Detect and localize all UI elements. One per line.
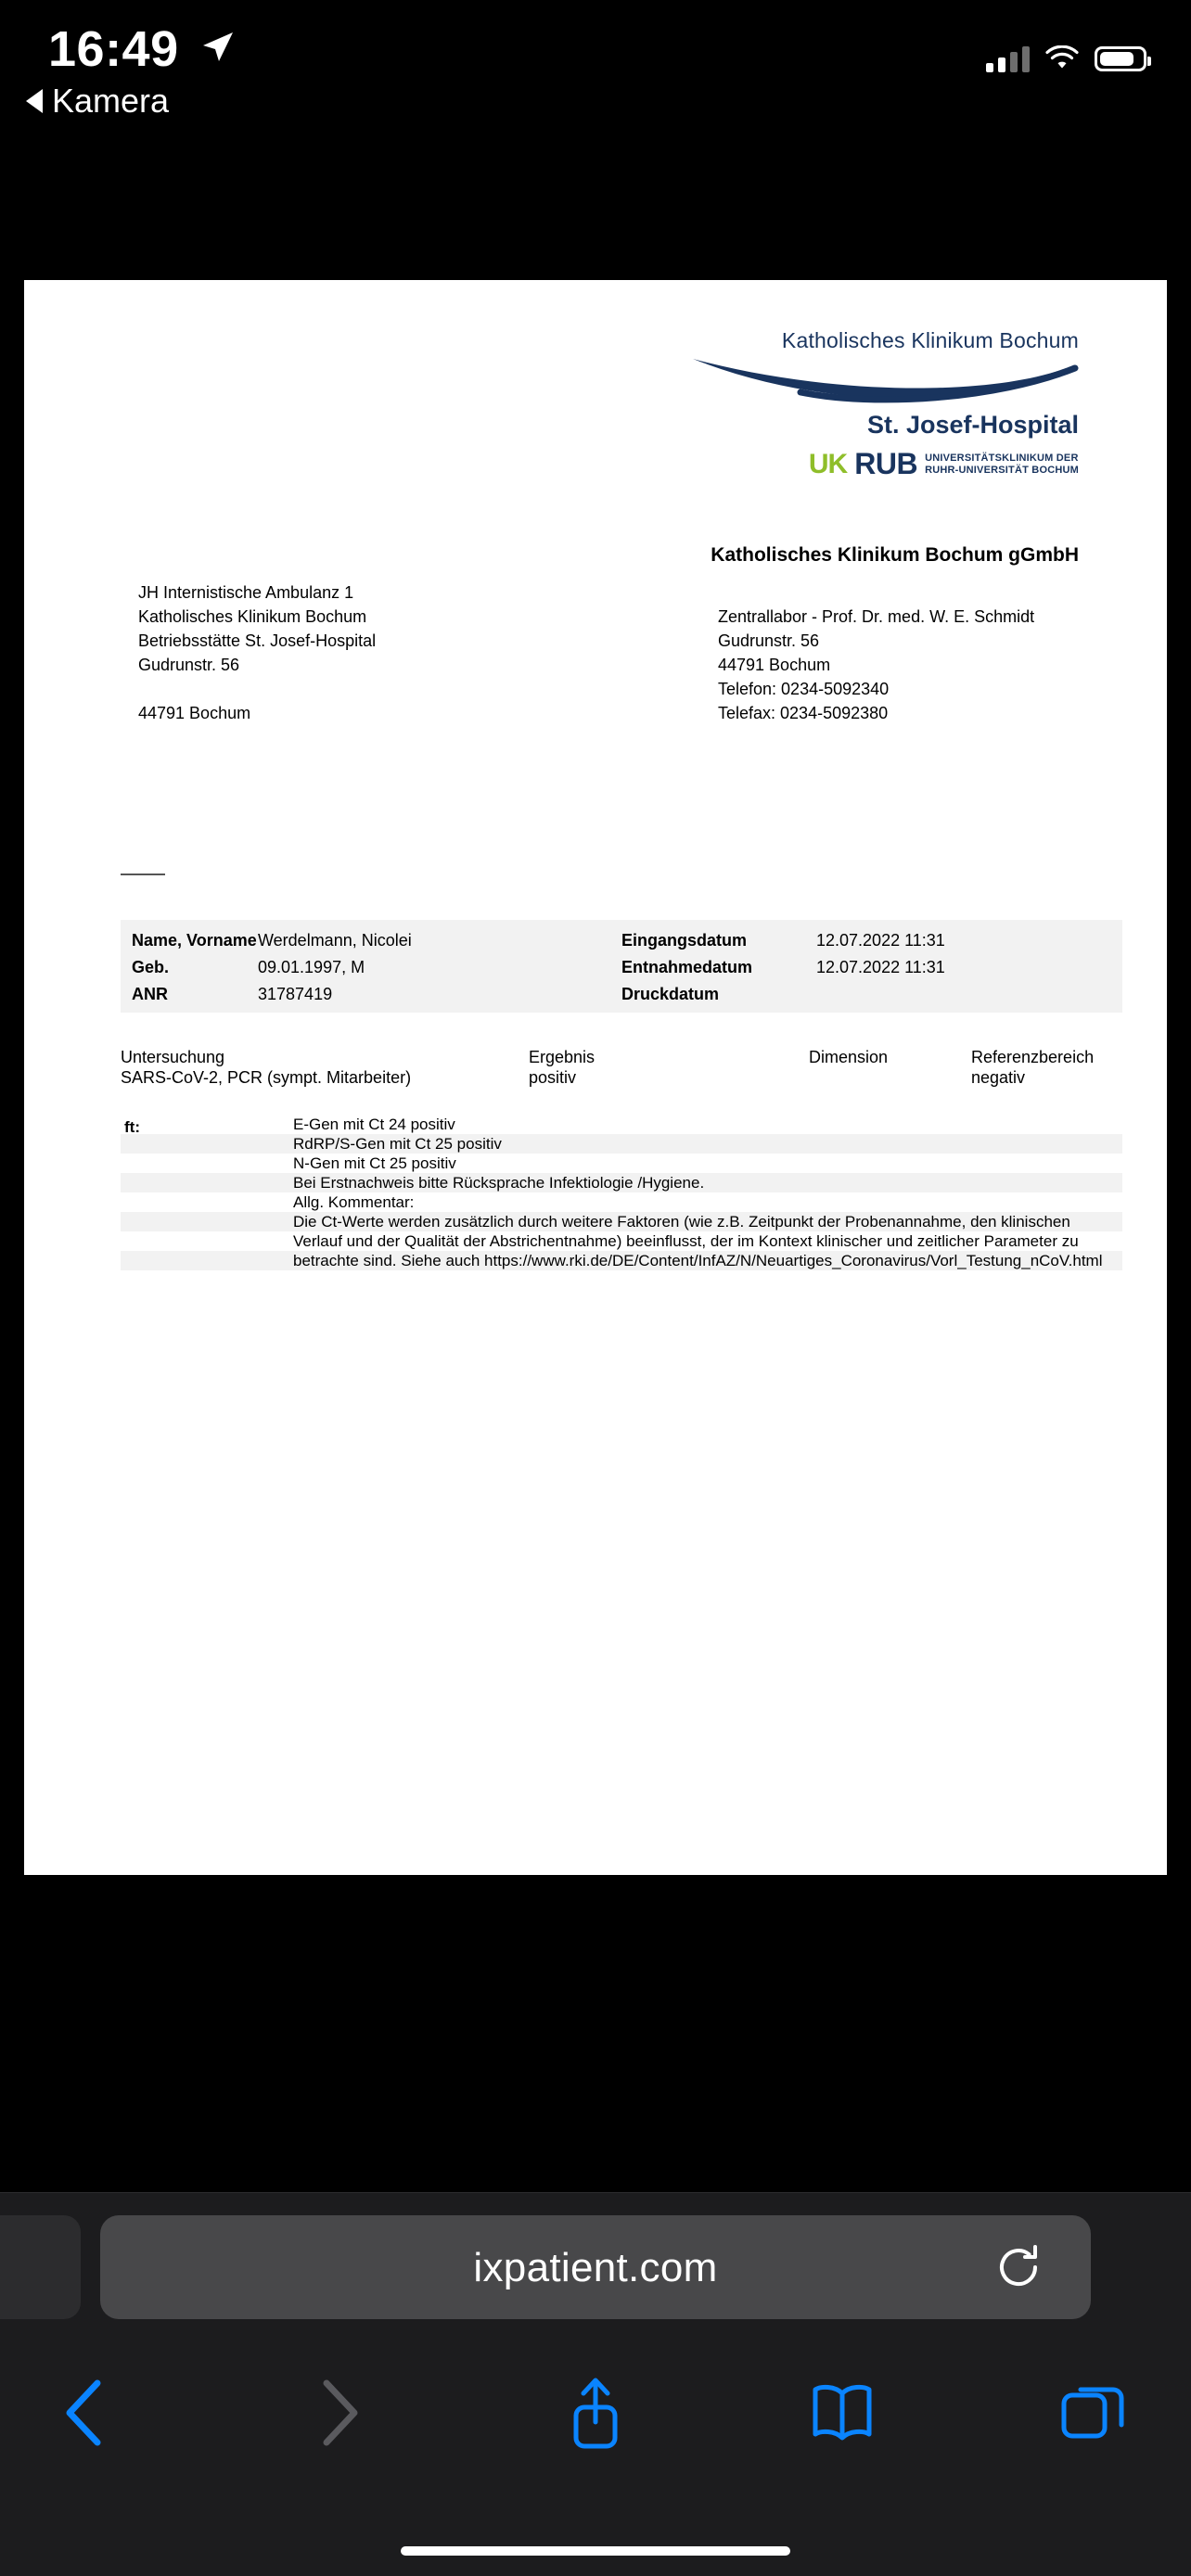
comment-line: Verlauf und der Qualität der Abstrichentnahme) beeinflusst, der im Kontext klinischer und zeitlicher Parameter zu <box>293 1232 1079 1250</box>
status-time: 16:49 <box>48 21 179 77</box>
battery-icon <box>1095 46 1146 71</box>
result-reference: negativ <box>971 1068 1026 1087</box>
patient-info-row <box>121 985 1122 1012</box>
location-arrow-icon <box>199 30 235 65</box>
adjacent-tab[interactable] <box>0 2215 81 2319</box>
birthdate-value: 09.01.1997, M <box>258 958 365 976</box>
url-text: ixpatient.com <box>473 2245 718 2290</box>
comment-line: RdRP/S-Gen mit Ct 25 positiv <box>293 1135 502 1153</box>
anr-label: ANR <box>132 985 168 1003</box>
cellular-bars-icon <box>986 45 1030 72</box>
patient-name-value: Werdelmann, Nicolei <box>258 931 412 950</box>
patient-info-panel <box>121 920 1122 1013</box>
anr-value: 31787419 <box>258 985 333 1003</box>
back-triangle-icon <box>26 89 43 113</box>
entry-date-value: 12.07.2022 11:31 <box>816 931 945 950</box>
rub-line-1: UNIVERSITÄTSKLINIKUM DER <box>925 453 1079 465</box>
recipient-line: Katholisches Klinikum Bochum <box>138 607 367 627</box>
sender-line: Gudrunstr. 56 <box>718 631 820 651</box>
rub-label: RUB <box>854 447 918 480</box>
recipient-line: Gudrunstr. 56 <box>138 656 240 675</box>
column-header-untersuchung: Untersuchung <box>121 1048 225 1066</box>
chevron-right-icon <box>314 2376 364 2450</box>
share-button[interactable] <box>540 2357 651 2468</box>
lab-report-document <box>24 280 1167 1875</box>
comment-line: Die Ct-Werte werden zusätzlich durch weitere Faktoren (wie z.B. Zeitpunkt der Probenannahme, den klinischen <box>293 1213 1070 1231</box>
patient-info-row <box>121 958 1122 985</box>
sample-date-value: 12.07.2022 11:31 <box>816 958 945 976</box>
comment-lines <box>293 1115 1122 1270</box>
back-to-app-button[interactable] <box>26 82 169 121</box>
book-icon <box>808 2378 877 2447</box>
reload-icon[interactable] <box>994 2243 1043 2291</box>
uk-label: UK <box>808 448 848 479</box>
logo-title: Katholisches Klinikum Bochum <box>781 328 1079 352</box>
comment-line: E-Gen mit Ct 24 positiv <box>293 1116 455 1133</box>
status-bar <box>0 0 1191 93</box>
recipient-line: Betriebsstätte St. Josef-Hospital <box>138 631 377 651</box>
sender-line: Telefon: 0234-5092340 <box>718 680 890 699</box>
web-content-area[interactable] <box>0 148 1191 2192</box>
hospital-logo <box>689 328 1079 481</box>
sender-line: Telefax: 0234-5092380 <box>718 704 889 723</box>
rub-logo <box>689 447 1079 481</box>
chevron-left-icon <box>58 2376 109 2450</box>
column-header-ergebnis: Ergebnis <box>529 1048 596 1066</box>
back-to-app-label: Kamera <box>52 82 170 120</box>
patient-name-label: Name, Vorname <box>132 931 257 950</box>
bookmarks-button[interactable] <box>787 2357 898 2468</box>
sender-line: 44791 Bochum <box>718 656 831 675</box>
browser-bottom-bar <box>0 2192 1191 2576</box>
tabs-button[interactable] <box>1037 2357 1148 2468</box>
column-header-dimension: Dimension <box>809 1048 889 1066</box>
comment-line: N-Gen mit Ct 25 positiv <box>293 1154 456 1172</box>
forward-button <box>283 2357 394 2468</box>
result-test-name: SARS-CoV-2, PCR (sympt. Mitarbeiter) <box>121 1068 412 1087</box>
birthdate-label: Geb. <box>132 958 170 976</box>
tab-strip <box>0 2215 1191 2319</box>
recipient-address <box>138 580 376 725</box>
recipient-city: 44791 Bochum <box>138 704 251 723</box>
wifi-icon <box>1044 45 1080 71</box>
entry-date-label: Eingangsdatum <box>621 931 748 950</box>
logo-swoosh-icon <box>689 355 1079 409</box>
divider <box>121 874 165 875</box>
tabs-icon <box>1058 2378 1127 2447</box>
logo-subtitle: St. Josef-Hospital <box>866 411 1079 439</box>
recipient-line: JH Internistische Ambulanz 1 <box>138 583 354 602</box>
status-indicators <box>986 45 1146 72</box>
sample-date-label: Entnahmedatum <box>621 958 753 976</box>
sender-line: Zentrallabor - Prof. Dr. med. W. E. Schmidt <box>718 607 1035 626</box>
patient-info-row <box>121 931 1122 958</box>
result-value: positiv <box>529 1068 577 1087</box>
organisation-name: Katholisches Klinikum Bochum gGmbH <box>711 544 1079 566</box>
comment-line: Bei Erstnachweis bitte Rücksprache Infektiologie /Hygiene. <box>293 1174 705 1192</box>
comment-label: ft: <box>124 1118 140 1136</box>
browser-toolbar <box>0 2357 1191 2468</box>
print-date-label: Druckdatum <box>621 985 720 1003</box>
home-indicator <box>401 2546 790 2556</box>
sender-address <box>718 605 1034 725</box>
column-header-referenzbereich: Referenzbereich <box>971 1048 1095 1066</box>
comment-line: betrachte sind. Siehe auch https://www.rki.de/DE/Content/InfAZ/N/Neuartiges_Coronavirus/Vorl_Testung_nCoV.html <box>293 1252 1103 1269</box>
comment-line: Allg. Kommentar: <box>293 1193 415 1211</box>
address-bar[interactable] <box>100 2215 1091 2319</box>
back-button[interactable] <box>28 2357 139 2468</box>
rub-line-2: RUHR-UNIVERSITÄT BOCHUM <box>925 464 1079 476</box>
share-icon <box>565 2374 626 2452</box>
